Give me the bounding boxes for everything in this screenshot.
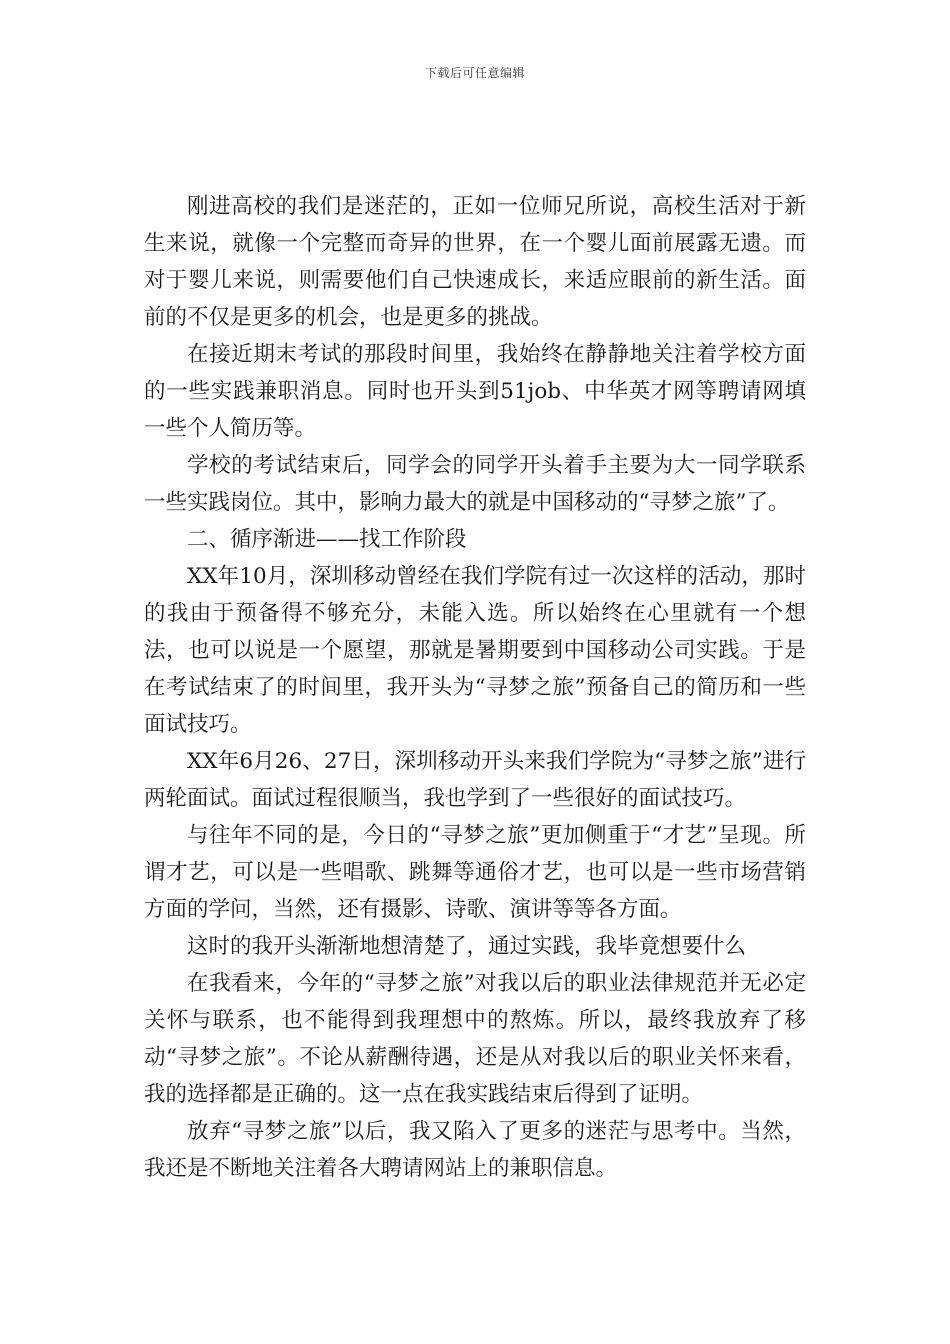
paragraph: 学校的考试结束后，同学会的同学开头着手主要为大一同学联系一些实践岗位。其中，影响力最大的就是中国移动的“寻梦之旅”了。 bbox=[144, 453, 806, 515]
paragraph: XX年6月26、27日，深圳移动开头来我们学院为“寻梦之旅”进行两轮面试。面试过程很顺当，我也学到了一些很好的面试技巧。 bbox=[144, 749, 806, 811]
paragraph: XX年10月，深圳移动曾经在我们学院有过一次这样的活动，那时的我由于预备得不够充分，未能入选。所以始终在心里就有一个想法，也可以说是一个愿望，那就是暑期要到中国移动公司实践。于是在考试结束了的时间里，我开头为“寻梦之旅”预备自己的简历和一些面试技巧。 bbox=[144, 564, 806, 737]
paragraph: 刚进高校的我们是迷茫的，正如一位师兄所说，高校生活对于新生来说，就像一个完整而奇异的世界，在一个婴儿面前展露无遗。而对于婴儿来说，则需要他们自己快速成长，来适应眼前的新生活。面前的不仅是更多的机会，也是更多的挑战。 bbox=[144, 194, 806, 330]
page-header: 下载后可任意编辑 bbox=[424, 66, 525, 80]
section-heading: 二、循序渐进——找工作阶段 bbox=[187, 527, 467, 552]
paragraph: 在接近期末考试的那段时间里，我始终在静静地关注着学校方面的一些实践兼职消息。同时也开头到51job、中华英才网等聘请网填一些个人简历等。 bbox=[144, 342, 806, 441]
paragraph: 这时的我开头渐渐地想清楚了，通过实践，我毕竟想要什么 bbox=[187, 934, 747, 959]
paragraph: 在我看来，今年的“寻梦之旅”对我以后的职业法律规范并无必定关怀与联系，也不能得到我理想中的熬炼。所以，最终我放弃了移动“寻梦之旅”。不论从薪酬待遇，还是从对我以后的职业关怀来看，我的选择都是正确的。这一点在我实践结束后得到了证明。 bbox=[144, 971, 806, 1107]
paragraph: 与往年不同的是，今日的“寻梦之旅”更加侧重于“才艺”呈现。所谓才艺，可以是一些唱歌、跳舞等通俗才艺，也可以是一些市场营销方面的学问，当然，还有摄影、诗歌、演讲等等各方面。 bbox=[144, 823, 806, 922]
document-body bbox=[144, 188, 806, 1187]
paragraph: 放弃“寻梦之旅”以后，我又陷入了更多的迷茫与思考中。当然，我还是不断地关注着各大聘请网站上的兼职信息。 bbox=[144, 1119, 806, 1181]
